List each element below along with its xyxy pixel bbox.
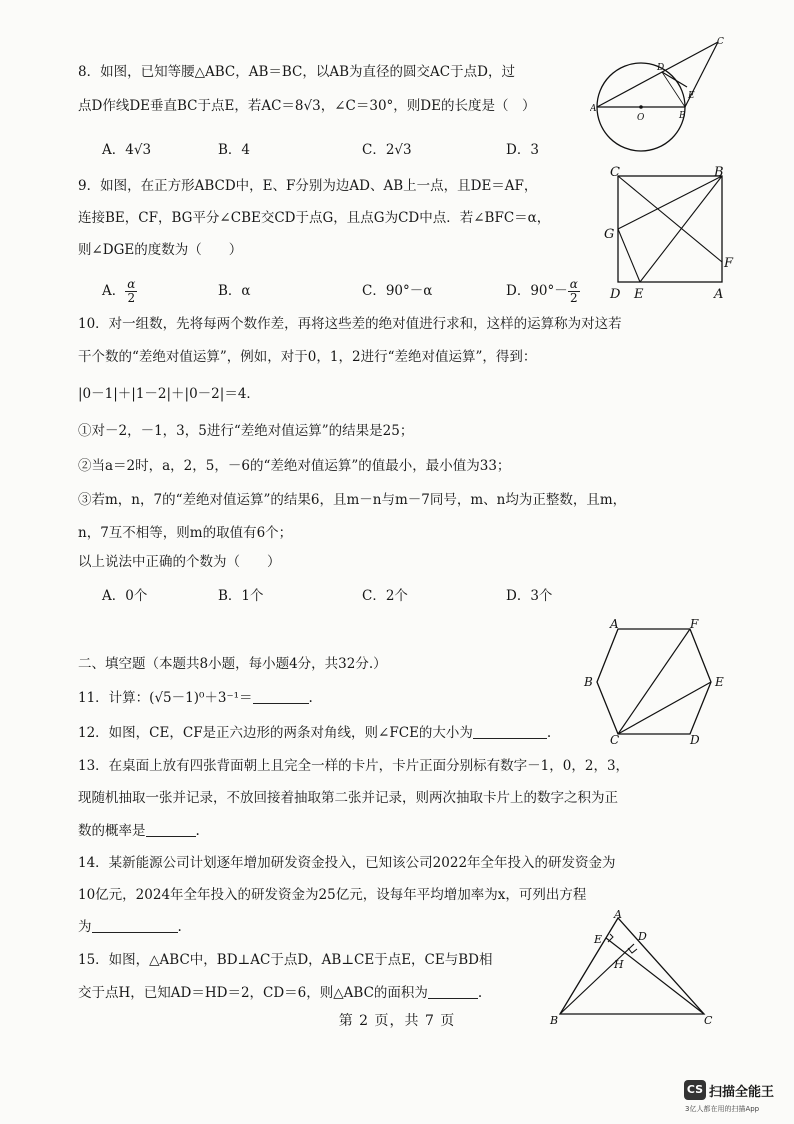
q8-label-a: A [590, 104, 597, 114]
q9-option-a-prefix: A． [102, 283, 126, 299]
q14-line-3 [78, 917, 182, 937]
q10-line-1: 10．对一组数，先将每两个数作差，再将这些差的绝对值进行求和，这样的运算称为对这若 [78, 316, 622, 332]
q13-text: 数的概率是 [78, 823, 146, 839]
q12-label-d: D [690, 733, 700, 746]
q14-line-2: 10亿元，2024年全年投入的研发资金为25亿元，设每年平均增加率为x，可列出方程 [78, 887, 587, 903]
q15-answer-blank [428, 984, 478, 999]
q11-text: 11．计算：(√5－1)⁰＋3⁻¹＝ [78, 690, 253, 706]
q8-line-1: 8．如图，已知等腰△ABC，AB＝BC，以AB为直径的圆交AC于点D，过 [78, 64, 515, 80]
q8-option-b: B．4 [218, 142, 251, 158]
q10-option-b: B．1个 [218, 588, 264, 604]
q9-label-c: C [610, 165, 620, 180]
q9-label-g: G [604, 227, 615, 242]
q8-option-d: D．3 [506, 142, 539, 158]
q9-option-a [102, 276, 137, 306]
section-2-heading: 二、填空题（本题共8小题，每小题4分，共32分.） [78, 656, 387, 672]
q14-period: . [177, 919, 182, 935]
q10-line-3: |0－1|＋|1－2|＋|0－2|＝4． [78, 386, 260, 402]
q15-period: . [477, 985, 483, 1001]
q15-label-e: E [594, 933, 603, 946]
q12-label-c: C [610, 733, 620, 746]
q8-label-o: O [637, 113, 645, 123]
q9-label-d: D [610, 287, 621, 302]
q8-option-a: A．4√3 [102, 142, 152, 158]
q8-figure [590, 34, 730, 154]
scanner-watermark [684, 1080, 775, 1113]
q12-line [78, 723, 551, 743]
q8-option-c: C．2√3 [362, 142, 412, 158]
q8-label-d: D [657, 63, 665, 73]
q13-line-3 [78, 821, 200, 841]
q9-option-d-num: α [569, 277, 578, 291]
q13-line-2: 现随机抽取一张并记录，不放回接着抽取第二张并记录，则两次抽取卡片上的数字之积为正 [78, 790, 618, 806]
page-footer: 第 2 页，共 7 页 [338, 1013, 456, 1029]
q9-label-e: E [634, 287, 644, 302]
q10-option-c: C．2个 [362, 588, 408, 604]
q11-answer-blank [253, 689, 309, 704]
q10-line-2: 干个数的“差绝对值运算”，例如，对于0，1，2进行“差绝对值运算”，得到： [78, 349, 537, 365]
q9-line-2: 连接BE，CF，BG平分∠CBE交CD于点G，且点G为CD中点．若∠BFC＝α， [78, 210, 551, 226]
q12-label-a: A [610, 617, 619, 631]
q13-answer-blank [146, 822, 196, 837]
q8-line-2: 点D作线DE垂直BC于点E，若AC＝8√3，∠C＝30°，则DE的长度是（ ） [78, 98, 536, 114]
q10-option-a: A．0个 [102, 588, 148, 604]
q10-statement-2: ②当a＝2时，a，2，5，－6的“差绝对值运算”的值最小，最小值为33； [78, 458, 511, 474]
q10-ask: 以上说法中正确的个数为（ ） [78, 554, 281, 570]
q12-period: . [546, 725, 552, 741]
q9-option-d-den: 2 [570, 291, 578, 305]
q10-statement-3a: ③若m，n，7的“差绝对值运算”的结果6，且m－n与m－7同号，m、n均为正整数，且m， [78, 492, 627, 508]
q15-label-b: B [550, 1014, 559, 1027]
q8-label-c: C [717, 37, 724, 47]
q15-label-a: A [614, 908, 622, 921]
q10-statement-1: ①对－2，－1，3，5进行“差绝对值运算”的结果是25； [78, 423, 414, 439]
q15-label-d: D [638, 930, 647, 943]
q8-label-e: E [688, 91, 695, 101]
q9-line-1: 9．如图，在正方形ABCD中，E、F分别为边AD、AB上一点，且DE＝AF， [78, 178, 538, 194]
q10-statement-3b: n，7互不相等，则m的取值有6个； [78, 525, 293, 541]
q12-text: 12．如图，CE，CF是正六边形的两条对角线，则∠FCE的大小为 [78, 725, 473, 741]
q9-figure [604, 164, 738, 304]
q10-option-d: D．3个 [506, 588, 553, 604]
q9-option-b: B．α [218, 283, 251, 299]
q15-text: 交于点H，已知AD＝HD＝2，CD＝6，则△ABC的面积为 [78, 985, 428, 1001]
camscanner-icon: CS [684, 1080, 706, 1100]
watermark-subtitle: 3亿人都在用的扫描App [685, 1105, 760, 1113]
q11-period: . [308, 690, 313, 706]
q8-label-b: B [679, 111, 686, 121]
q13-period: . [195, 823, 200, 839]
q14-answer-blank [92, 918, 178, 933]
q11-line [78, 688, 313, 708]
q15-line-1: 15．如图，△ABC中，BD⊥AC于点D，AB⊥CE于点E，CE与BD相 [78, 952, 493, 968]
q9-option-d [506, 276, 580, 306]
q12-answer-blank [473, 724, 547, 739]
q12-label-e: E [715, 675, 724, 689]
q15-label-c: C [704, 1014, 713, 1027]
watermark-name: 扫描全能王 [709, 1084, 775, 1100]
q9-line-3: 则∠DGE的度数为（ ） [78, 242, 243, 258]
q14-text: 为 [78, 919, 92, 935]
q9-option-a-den: 2 [127, 291, 136, 305]
q9-option-d-prefix: D．90°－ [506, 283, 568, 299]
q14-line-1: 14．某新能源公司计划逐年增加研发资金投入，已知该公司2022年全年投入的研发资金为 [78, 855, 616, 871]
q9-option-a-num: α [127, 277, 136, 291]
q9-label-f: F [724, 256, 734, 271]
q12-label-f: F [690, 617, 699, 631]
q12-figure [580, 616, 740, 746]
q9-label-b: B [714, 165, 724, 180]
q12-label-b: B [584, 675, 593, 689]
q13-line-1: 13．在桌面上放有四张背面朝上且完全一样的卡片，卡片正面分别标有数字－1，0，2，3， [78, 758, 630, 774]
q15-label-h: H [614, 958, 624, 971]
q9-label-a: A [714, 287, 724, 302]
q9-option-c: C．90°－α [362, 283, 433, 299]
q15-line-2 [78, 983, 482, 1003]
